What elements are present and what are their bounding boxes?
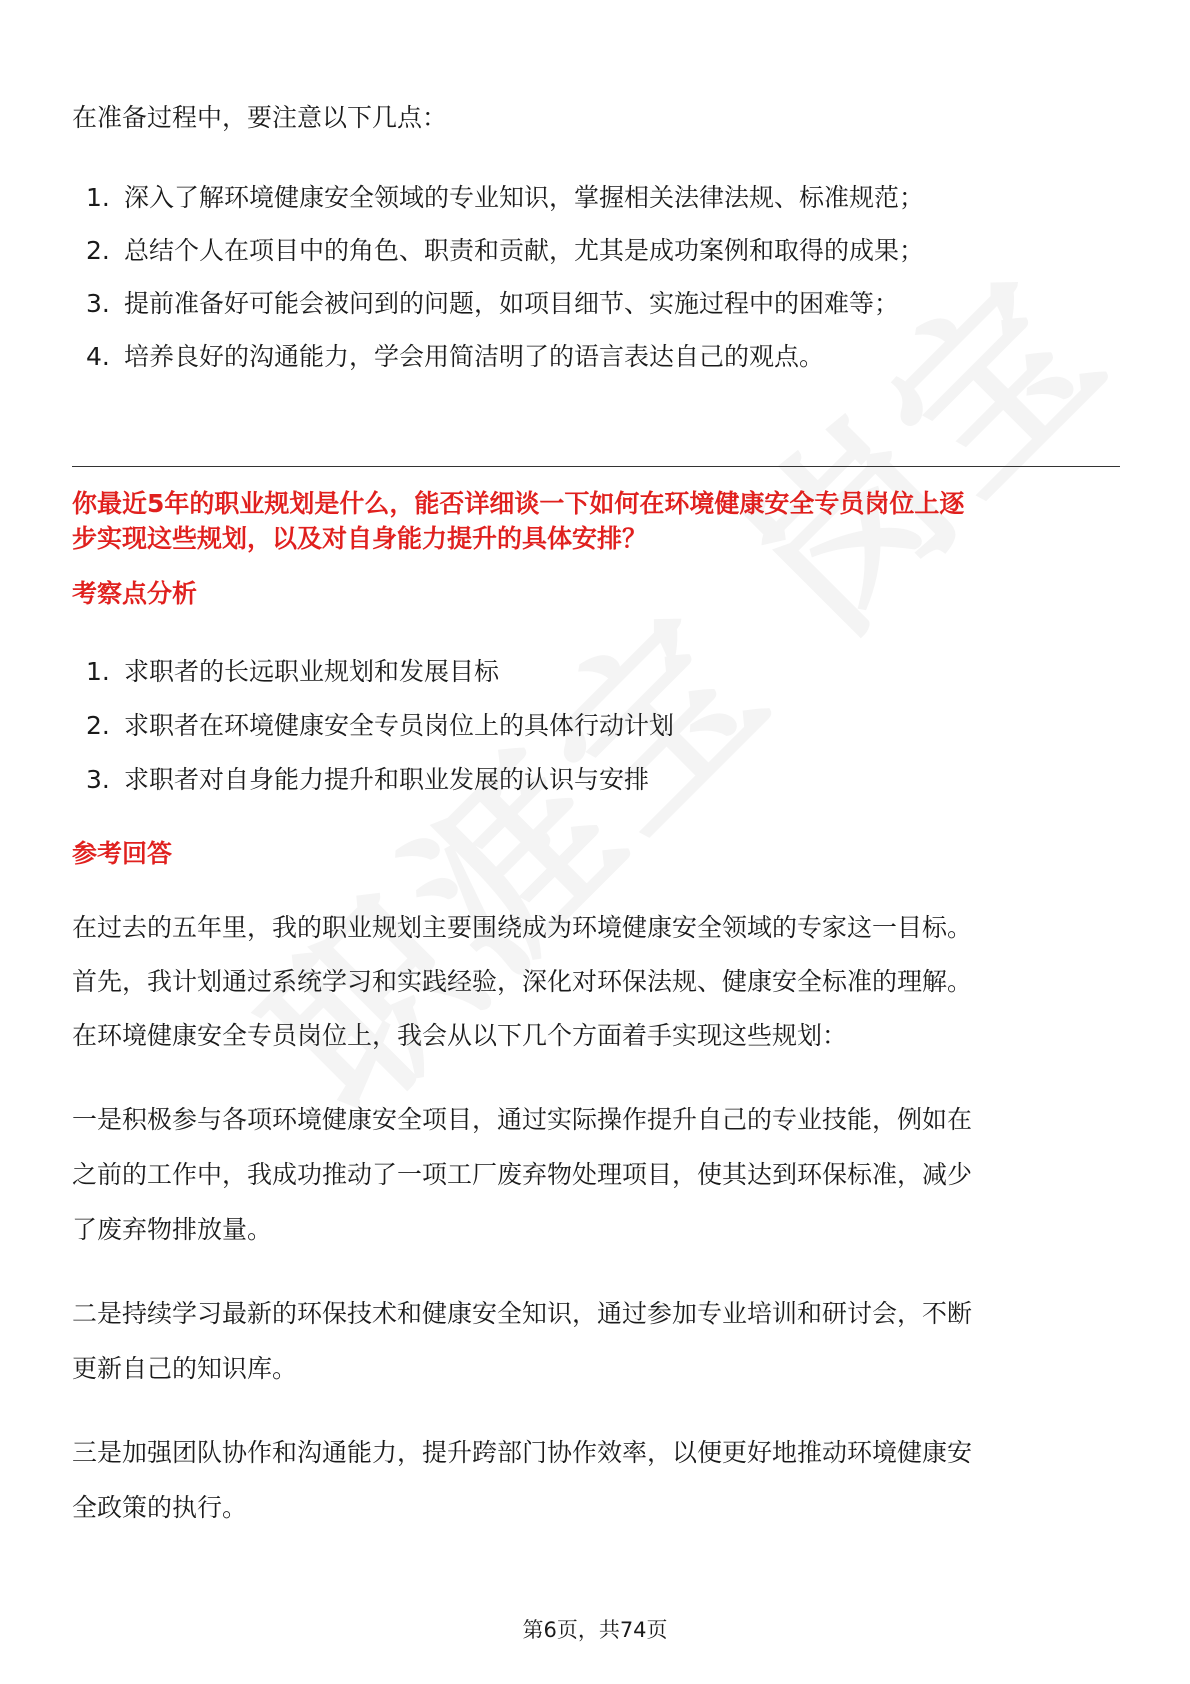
list-item: 2. 总结个人在项目中的角色、职责和贡献，尤其是成功案例和取得的成果； bbox=[86, 236, 925, 265]
answer-heading: 参考回答 bbox=[72, 839, 173, 868]
analysis-heading: 考察点分析 bbox=[72, 579, 198, 608]
paragraph-line: 在环境健康安全专员岗位上，我会从以下几个方面着手实现这些规划： bbox=[72, 1021, 848, 1050]
intro-text: 在准备过程中，要注意以下几点： bbox=[72, 103, 448, 132]
list-item: 3. 提前准备好可能会被问到的问题，如项目细节、实施过程中的困难等； bbox=[86, 289, 900, 318]
paragraph-line: 了废弃物排放量。 bbox=[72, 1215, 273, 1244]
paragraph-line: 更新自己的知识库。 bbox=[72, 1354, 298, 1383]
paragraph-line: 二是持续学习最新的环保技术和健康安全知识，通过参加专业培训和研讨会，不断 bbox=[72, 1299, 973, 1328]
question-line-2: 步实现这些规划，以及对自身能力提升的具体安排？ bbox=[72, 524, 648, 553]
paragraph-line: 在过去的五年里，我的职业规划主要围绕成为环境健康安全领域的专家这一目标。 bbox=[72, 913, 973, 942]
paragraph-line: 三是加强团队协作和沟通能力，提升跨部门协作效率，以便更好地推动环境健康安 bbox=[72, 1438, 973, 1467]
list-item: 4. 培养良好的沟通能力，学会用简洁明了的语言表达自己的观点。 bbox=[86, 342, 825, 371]
page-number: 第6页，共74页 bbox=[522, 1618, 668, 1642]
paragraph-line: 之前的工作中，我成功推动了一项工厂废弃物处理项目，使其达到环保标准，减少 bbox=[72, 1160, 973, 1189]
section-divider bbox=[72, 466, 1120, 467]
list-item: 1. 深入了解环境健康安全领域的专业知识，掌握相关法律法规、标准规范； bbox=[86, 183, 925, 212]
list-item: 1. 求职者的长远职业规划和发展目标 bbox=[86, 657, 500, 686]
paragraph-line: 全政策的执行。 bbox=[72, 1493, 248, 1522]
question-line-1: 你最近5年的职业规划是什么，能否详细谈一下如何在环境健康安全专员岗位上逐 bbox=[72, 489, 965, 518]
paragraph-line: 首先，我计划通过系统学习和实践经验，深化对环保法规、健康安全标准的理解。 bbox=[72, 967, 973, 996]
list-item: 2. 求职者在环境健康安全专员岗位上的具体行动计划 bbox=[86, 711, 675, 740]
list-item: 3. 求职者对自身能力提升和职业发展的认识与安排 bbox=[86, 765, 650, 794]
paragraph-line: 一是积极参与各项环境健康安全项目，通过实际操作提升自己的专业技能，例如在 bbox=[72, 1105, 973, 1134]
